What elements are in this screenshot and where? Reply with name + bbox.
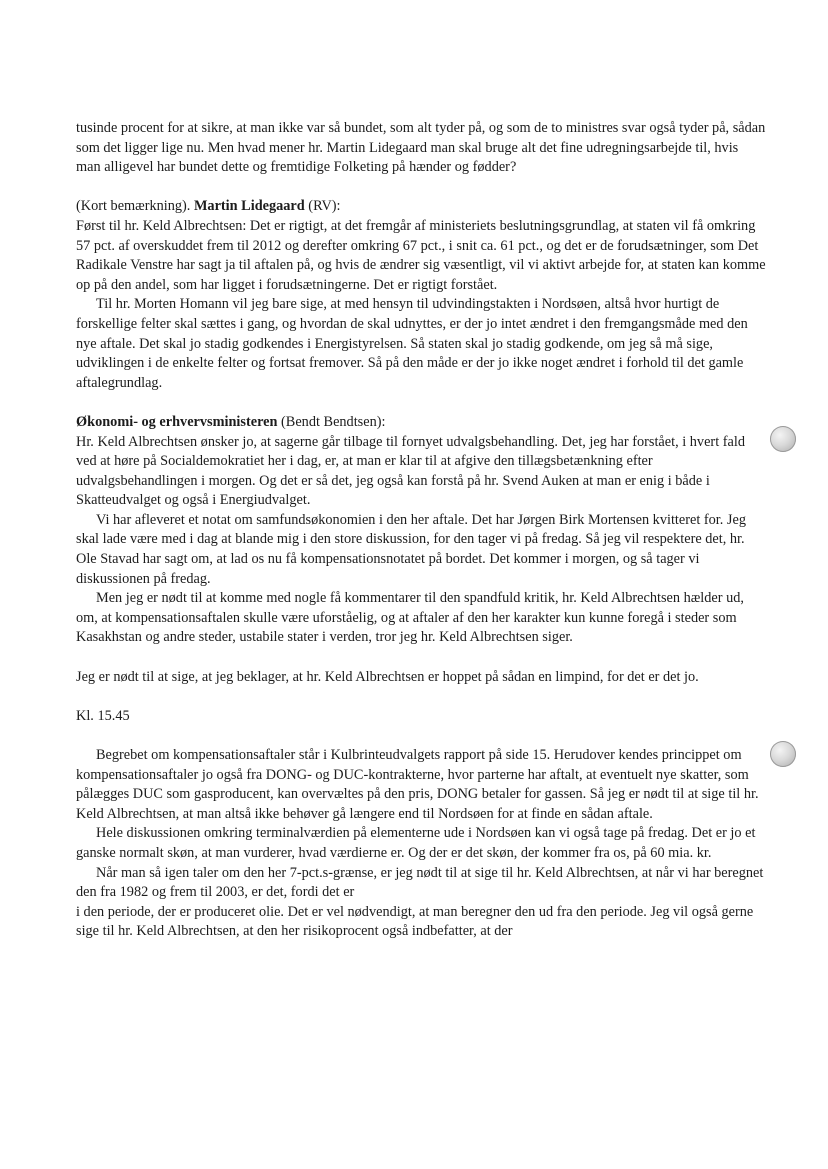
timestamp: Kl. 15.45 <box>76 707 130 724</box>
paragraph-9: Hele diskussionen omkring terminalværdien på elementerne ude i Nordsøen kan vi også tage på fredag. Det er jo et ganske normalt skøn, at man vurderer, hvad værdierne er. Og der er det skøn, der kommer fra os, på 60 mia. kr. <box>76 825 756 861</box>
paragraph-4: Hr. Keld Albrechtsen ønsker jo, at sagerne går tilbage til fornyet udvalgsbehandling. Det, jeg har forstået, i hvert fald ved at høre på Socialdemokratiet her i dag, er, at man er klar til at afgive den tillægsbetænkning efter udvalgsbehandlingen i morgen. Og det er så det, jeg også kan forstå på hr. Svend Auken at man er enig i både i Skatteudvalget og også i Energiudvalget. <box>76 433 745 509</box>
speaker-name-lidegaard: Martin Lidegaard <box>193 198 305 215</box>
punch-hole-icon <box>770 741 796 767</box>
speaker-party: (RV): <box>304 198 341 215</box>
paragraph-3: Til hr. Morten Homann vil jeg bare sige, at med hensyn til udvindingstakten i Nordsøen, altså hvor hurtigt de forskellige felter skal sættes i gang, og hvordan de skal udnyttes, er der jo intet ændret i den fremgangsmåde med den nye aftale. Det skal jo stadig godkendes i Energistyrelsen. Så staten skal jo stadig godkende, om jeg så må sige, udviklingen i de enkelte felter og fortsat fremover. Så på den måde er der jo ikke noget ændret i forhold til det gamle aftalegrundlag. <box>76 296 748 391</box>
speaker-name-minister: Økonomi- og erhvervsministeren <box>76 413 278 430</box>
paragraph-7: Jeg er nødt til at sige, at jeg beklager, at hr. Keld Albrechtsen er hoppet på sådan en limpind, for det er det jo. <box>76 668 699 685</box>
paragraph-8: Begrebet om kompensationsaftaler står i Kulbrinteudvalgets rapport på side 15. Herudover kendes princippet om kompensationsaftaler jo også fra DONG- og DUC-kontrakterne, hvor parterne har aftalt, at eventuelt nye skatter, som pålægges DUC som gasproducent, kan overvæltes på den pris, DONG betaler for gassen. Så jeg er nødt til at sige til hr. Keld Albrechtsen, at man altså ikke behøver gå længere end til Nordsøen for at finde en sådan aftale. <box>76 747 759 822</box>
paragraph-2: Først til hr. Keld Albrechtsen: Det er rigtigt, at det fremgår af ministeriets beslutningsgrundlag, at staten vil få omkring 57 pct. af overskuddet frem til 2012 og derefter omkring 67 pct., i snit ca. 61 pct., og det er de forudsætninger, som Det Radikale Venstre har sagt ja til aftalen på, og hvis de ændrer sig væsentligt, vil vi aktivt arbejde for, at staten kan komme op på den andel, som har ligget i forudsætningerne. Det er rigtigt forstået. <box>76 217 766 293</box>
paragraph-6: Men jeg er nødt til at komme med nogle få kommentarer til den spandfuld kritik, hr. Keld Albrechtsen hælder ud, om, at kompensationsaftalen skulle være uforståelig, og at aftaler af den her karakter kun kunne foregå i steder som Kasakhstan og andre steder, ustabile stater i verden, tror jeg hr. Keld Albrechtsen siger. <box>76 590 744 646</box>
paragraph-10a: Når man så igen taler om den her 7-pct.s-grænse, er jeg nødt til at sige til hr. Keld Albrechtsen, at når vi har beregnet den fra 1982 og frem til 2003, er det, fordi det er <box>76 864 764 901</box>
document-page <box>76 119 766 942</box>
speaker-title: (Bendt Bendtsen): <box>277 413 386 430</box>
paragraph-1: tusinde procent for at sikre, at man ikke var så bundet, som alt tyder på, og som de to ministres svar også tyder på, sådan som det ligger lige nu. Men hvad mener hr. Martin Lidegaard man skal bruge alt det fine udregningsarbejde til, hvis man alligevel har bundet dette og fremtidige Folketing på hænder og fødder? <box>76 120 766 176</box>
speaker-line-minister <box>76 413 766 433</box>
paragraph-10b: i den periode, der er produceret olie. Det er vel nødvendigt, at man beregner den ud fra den periode. Jeg vil også gerne sige til hr. Keld Albrechtsen, at den her risikoprocent også indbefatter, at der <box>76 903 754 940</box>
paragraph-5: Vi har afleveret et notat om samfundsøkonomien i den her aftale. Det har Jørgen Birk Mortensen kvitteret for. Jeg skal lade være med i dag at blande mig i den store diskussion, for den tager vi på fredag. Så jeg vil respektere det, hr. Ole Stavad har sagt om, at lad os nu få kompensationsnotatet på bordet. Det kommer i morgen, og så tager vi diskussionen på fredag. <box>76 511 746 587</box>
punch-hole-icon <box>770 426 796 452</box>
speaker-prefix: (Kort bemærkning). <box>76 198 194 215</box>
speaker-line-lidegaard <box>76 197 766 217</box>
